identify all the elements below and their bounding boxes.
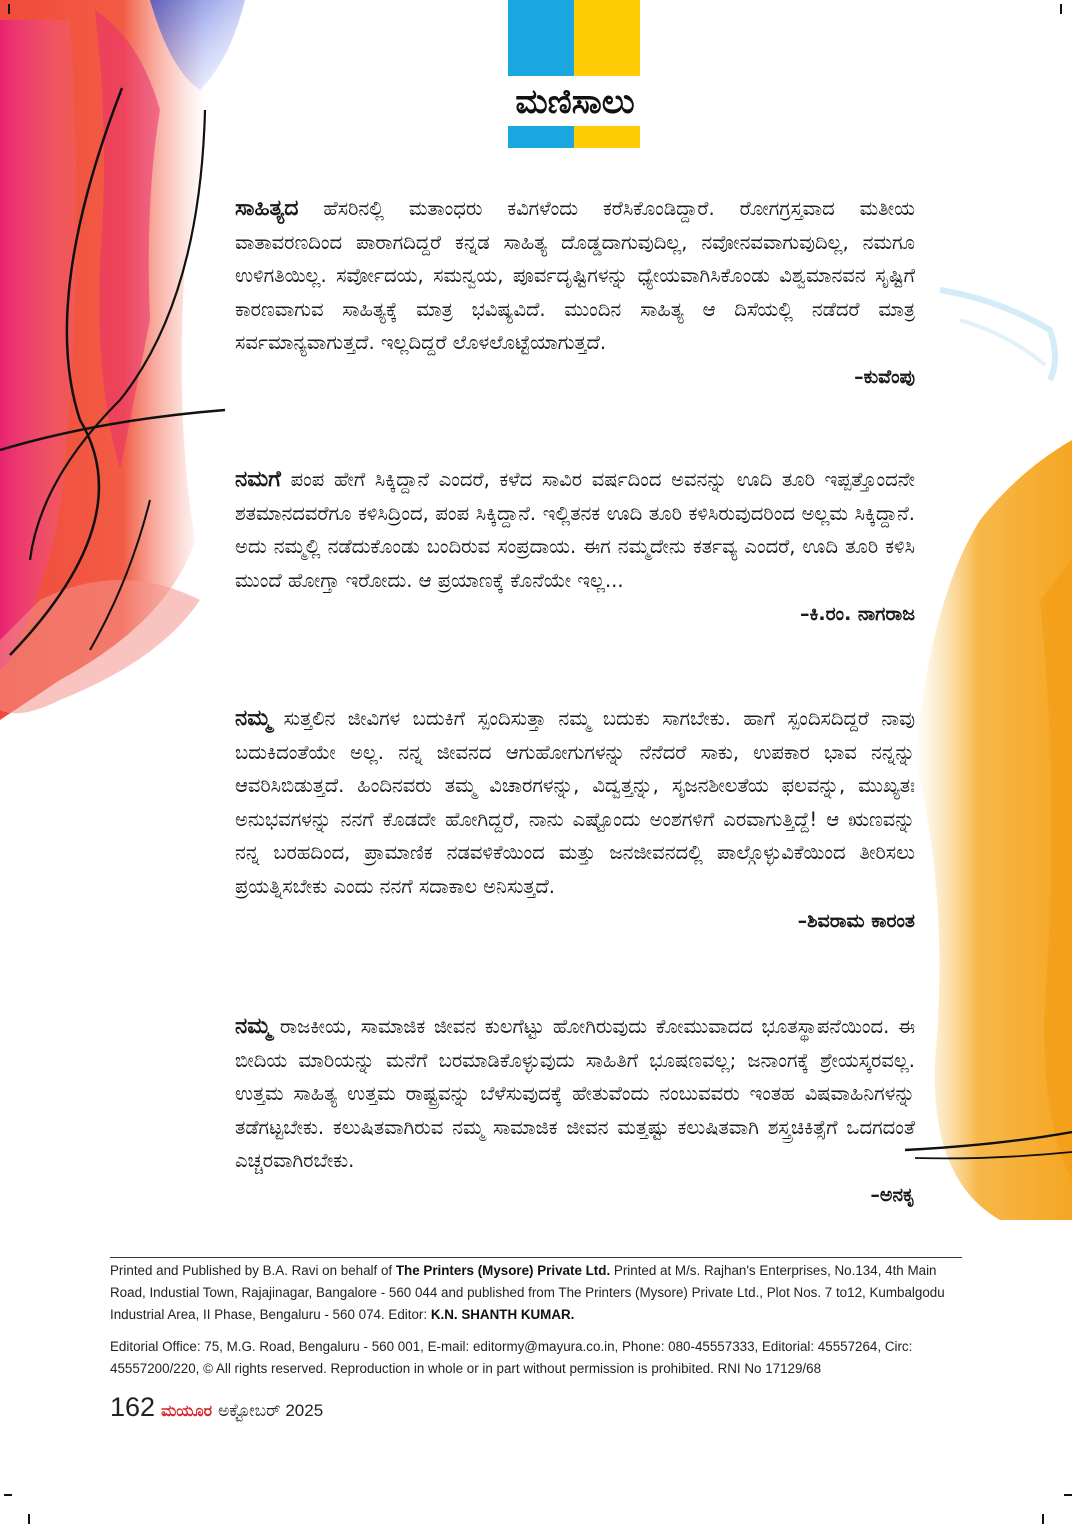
quote-author: –ಶಿವರಾಮ ಕಾರಂತ (797, 909, 915, 932)
quote-author: –ಕುವೆಂಪು (854, 365, 915, 388)
imprint-notice (110, 1257, 962, 1380)
crop-mark (1060, 4, 1062, 14)
crop-mark (1064, 1494, 1072, 1496)
quote-author: –ಅನಕೃ (870, 1183, 915, 1206)
quote-body: ಪಂಪ ಹೇಗೆ ಸಿಕ್ಕಿದ್ದಾನೆ ಎಂದರೆ, ಕಳೆದ ಸಾವಿರ ವರ್ಷದಿಂದ ಅವನನ್ನು ಊದಿ ತೂರಿ ಇಪ್ಪತ್ತೊಂದನೇ ಶತಮಾನದವರೆಗೂ ಕಳಿಸಿದ್ರಿಂದ, ಪಂಪ ಸಿಕ್ಕಿದ್ದಾನೆ. ಇಲ್ಲಿತನಕ ಊದಿ ತೂರಿ ಕಳಿಸಿರುವುದರಿಂದ ಅಲ್ಲಮ ಸಿಕ್ಕಿದ್ದಾನೆ. ಅದು ನಮ್ಮಲ್ಲಿ ನಡೆದುಕೊಂಡು ಬಂದಿರುವ ಸಂಪ್ರದಾಯ. ಈಗ ನಮ್ಮದೇನು ಕರ್ತವ್ಯ ಎಂದರೆ, ಊದಿ ತೂರಿ ಕಳಿಸಿ ಮುಂದೆ ಹೋಗ್ತಾ ಇರೋದು. ಆ ಪ್ರಯಾಣಕ್ಕೆ ಕೊನೆಯೇ ಇಲ್ಲ... (235, 468, 915, 592)
section-title: ಮಣಿಸಾಲು (515, 82, 635, 122)
page-footer (110, 1392, 323, 1428)
crop-mark (28, 1514, 30, 1524)
crop-mark (8, 4, 10, 14)
quote-author: –ಕಿ.ರಂ. ನಾಗರಾಜ (800, 603, 915, 626)
quote-text (235, 192, 915, 360)
imprint-publisher-line (110, 1260, 962, 1326)
quote-block-1 (235, 192, 915, 392)
editor-name: K.N. SHANTH KUMAR. (430, 1307, 575, 1322)
publisher-name: The Printers (Mysore) Private Ltd. (395, 1263, 611, 1278)
imprint-text: Printed and Published by B.A. Ravi on behalf of (110, 1263, 396, 1278)
quote-lead-word: ನಮ್ಮ (235, 1014, 272, 1039)
imprint-text: Printed at M/s. Rajhan's Enterprises, No.134, 4th Main Road, Industial Town, Rajajinagar, Bangalore - 560 044 and published from The Printers (Mysore) Private Ltd., Plot Nos. 7 to12, Kumbalgodu Industrial Area, II Phase, Bengaluru - 560 074. Editor: (110, 1263, 945, 1322)
magazine-name: ಮಯೂರ (161, 1403, 213, 1420)
quote-block-4 (235, 1010, 915, 1210)
issue-date: ಅಕ್ಟೋಬರ್ 2025 (218, 1401, 324, 1420)
page-number: 162 (110, 1392, 156, 1422)
quote-body: ರಾಜಕೀಯ, ಸಾಮಾಜಿಕ ಜೀವನ ಕುಲಗೆಟ್ಟು ಹೋಗಿರುವುದು ಕೋಮುವಾದದ ಭೂತಸ್ಥಾಪನೆಯಿಂದ. ಈ ಬೀದಿಯ ಮಾರಿಯನ್ನು ಮನೆಗೆ ಬರಮಾಡಿಕೊಳ್ಳುವುದು ಸಾಹಿತಿಗೆ ಭೂಷಣವಲ್ಲ; ಜನಾಂಗಕ್ಕೆ ಶ್ರೇಯಸ್ಕರವಲ್ಲ. ಉತ್ತಮ ಸಾಹಿತ್ಯ ಉತ್ತಮ ರಾಷ್ಟ್ರವನ್ನು ಬೆಳೆಸುವುದಕ್ಕೆ ಹೇತುವೆಂದು ನಂಬುವವರು ಇಂತಹ ವಿಷವಾಹಿನಿಗಳನ್ನು ತಡೆಗಟ್ಟಬೇಕು. ಕಲುಷಿತವಾಗಿರುವ ನಮ್ಮ ಸಾಮಾಜಿಕ ಜೀವನ ಮತ್ತಷ್ಟು ಕಲುಷಿತವಾಗಿ ಶಸ್ತ್ರಚಿಕಿತ್ಸೆಗೆ ಒದಗದಂತೆ ಎಚ್ಚರವಾಗಿರಬೇಕು. (235, 1015, 915, 1173)
editorial-office-line: Editorial Office: 75, M.G. Road, Bengaluru - 560 001, E-mail: editormy@mayura.co.in, Phone: 080-45557333, Editorial: 45557264, Circ: 45557200/220, © All rights reserved. Reproduction in whole or in part without permission is prohibited. RNI No 17129/68 (110, 1339, 913, 1376)
crop-mark (1042, 1514, 1044, 1524)
quote-body: ಸುತ್ತಲಿನ ಜೀವಿಗಳ ಬದುಕಿಗೆ ಸ್ಪಂದಿಸುತ್ತಾ ನಮ್ಮ ಬದುಕು ಸಾಗಬೇಕು. ಹಾಗೆ ಸ್ಪಂದಿಸದಿದ್ದರೆ ನಾವು ಬದುಕಿದಂತೆಯೇ ಅಲ್ಲ. ನನ್ನ ಜೀವನದ ಆಗುಹೋಗುಗಳನ್ನು ನೆನೆದರೆ ಸಾಕು, ಉಪಕಾರ ಭಾವ ನನ್ನನ್ನು ಆವರಿಸಿಬಿಡುತ್ತದೆ. ಹಿಂದಿನವರು ತಮ್ಮ ವಿಚಾರಗಳನ್ನು, ವಿದ್ವತ್ತನ್ನು, ಸೃಜನಶೀಲತೆಯ ಫಲವನ್ನು, ಮುಖ್ಯತಃ ಅನುಭವಗಳನ್ನು ನನಗೆ ಕೊಡದೇ ಹೋಗಿದ್ದರೆ, ನಾನು ಎಷ್ಟೊಂದು ಅಂಶಗಳಿಗೆ ಎರವಾಗುತ್ತಿದ್ದೆ! ಆ ಋಣವನ್ನು ನನ್ನ ಬರಹದಿಂದ, ಪ್ರಾಮಾಣಿಕ ನಡವಳಿಕೆಯಿಂದ ಮತ್ತು ಜನಜೀವನದಲ್ಲಿ ಪಾಲ್ಗೊಳ್ಳುವಿಕೆಯಿಂದ ತೀರಿಸಲು ಪ್ರಯತ್ನಿಸಬೇಕು ಎಂದು ನನಗೆ ಸದಾಕಾಲ ಅನಿಸುತ್ತದೆ. (235, 707, 915, 898)
quote-text (235, 702, 915, 904)
crop-mark (4, 1494, 12, 1496)
quote-block-3 (235, 702, 915, 936)
quote-body: ಹೆಸರಿನಲ್ಲಿ ಮತಾಂಧರು ಕವಿಗಳೆಂದು ಕರೆಸಿಕೊಂಡಿದ್ದಾರೆ. ರೋಗಗ್ರಸ್ತವಾದ ಮತೀಯ ವಾತಾವರಣದಿಂದ ಪಾರಾಗದಿದ್ದರೆ ಕನ್ನಡ ಸಾಹಿತ್ಯ ದೊಡ್ಡದಾಗುವುದಿಲ್ಲ, ನವೋನವವಾಗುವುದಿಲ್ಲ, ನಮಗೂ ಉಳಿಗತಿಯಿಲ್ಲ. ಸರ್ವೋದಯ, ಸಮನ್ವಯ, ಪೂರ್ವದೃಷ್ಟಿಗಳನ್ನು ಧ್ಯೇಯವಾಗಿಸಿಕೊಂಡು ವಿಶ್ವಮಾನವನ ಸೃಷ್ಟಿಗೆ ಕಾರಣವಾಗುವ ಸಾಹಿತ್ಯಕ್ಕೆ ಮಾತ್ರ ಭವಿಷ್ಯವಿದೆ. ಮುಂದಿನ ಸಾಹಿತ್ಯ ಆ ದಿಸೆಯಲ್ಲಿ ನಡೆದರೆ ಮಾತ್ರ ಸರ್ವಮಾನ್ಯವಾಗುತ್ತದೆ. ಇಲ್ಲದಿದ್ದರೆ ಲೊಳಲೊಟ್ಟೆಯಾಗುತ್ತದೆ. (235, 197, 915, 355)
quote-lead-word: ನಮ್ಮ (235, 706, 272, 731)
quote-block-2 (235, 463, 915, 629)
quote-lead-word: ನಮಗೆ (235, 467, 281, 492)
quote-lead-word: ಸಾಹಿತ್ಯದ (235, 196, 299, 221)
quote-text (235, 1010, 915, 1178)
quote-text (235, 463, 915, 597)
